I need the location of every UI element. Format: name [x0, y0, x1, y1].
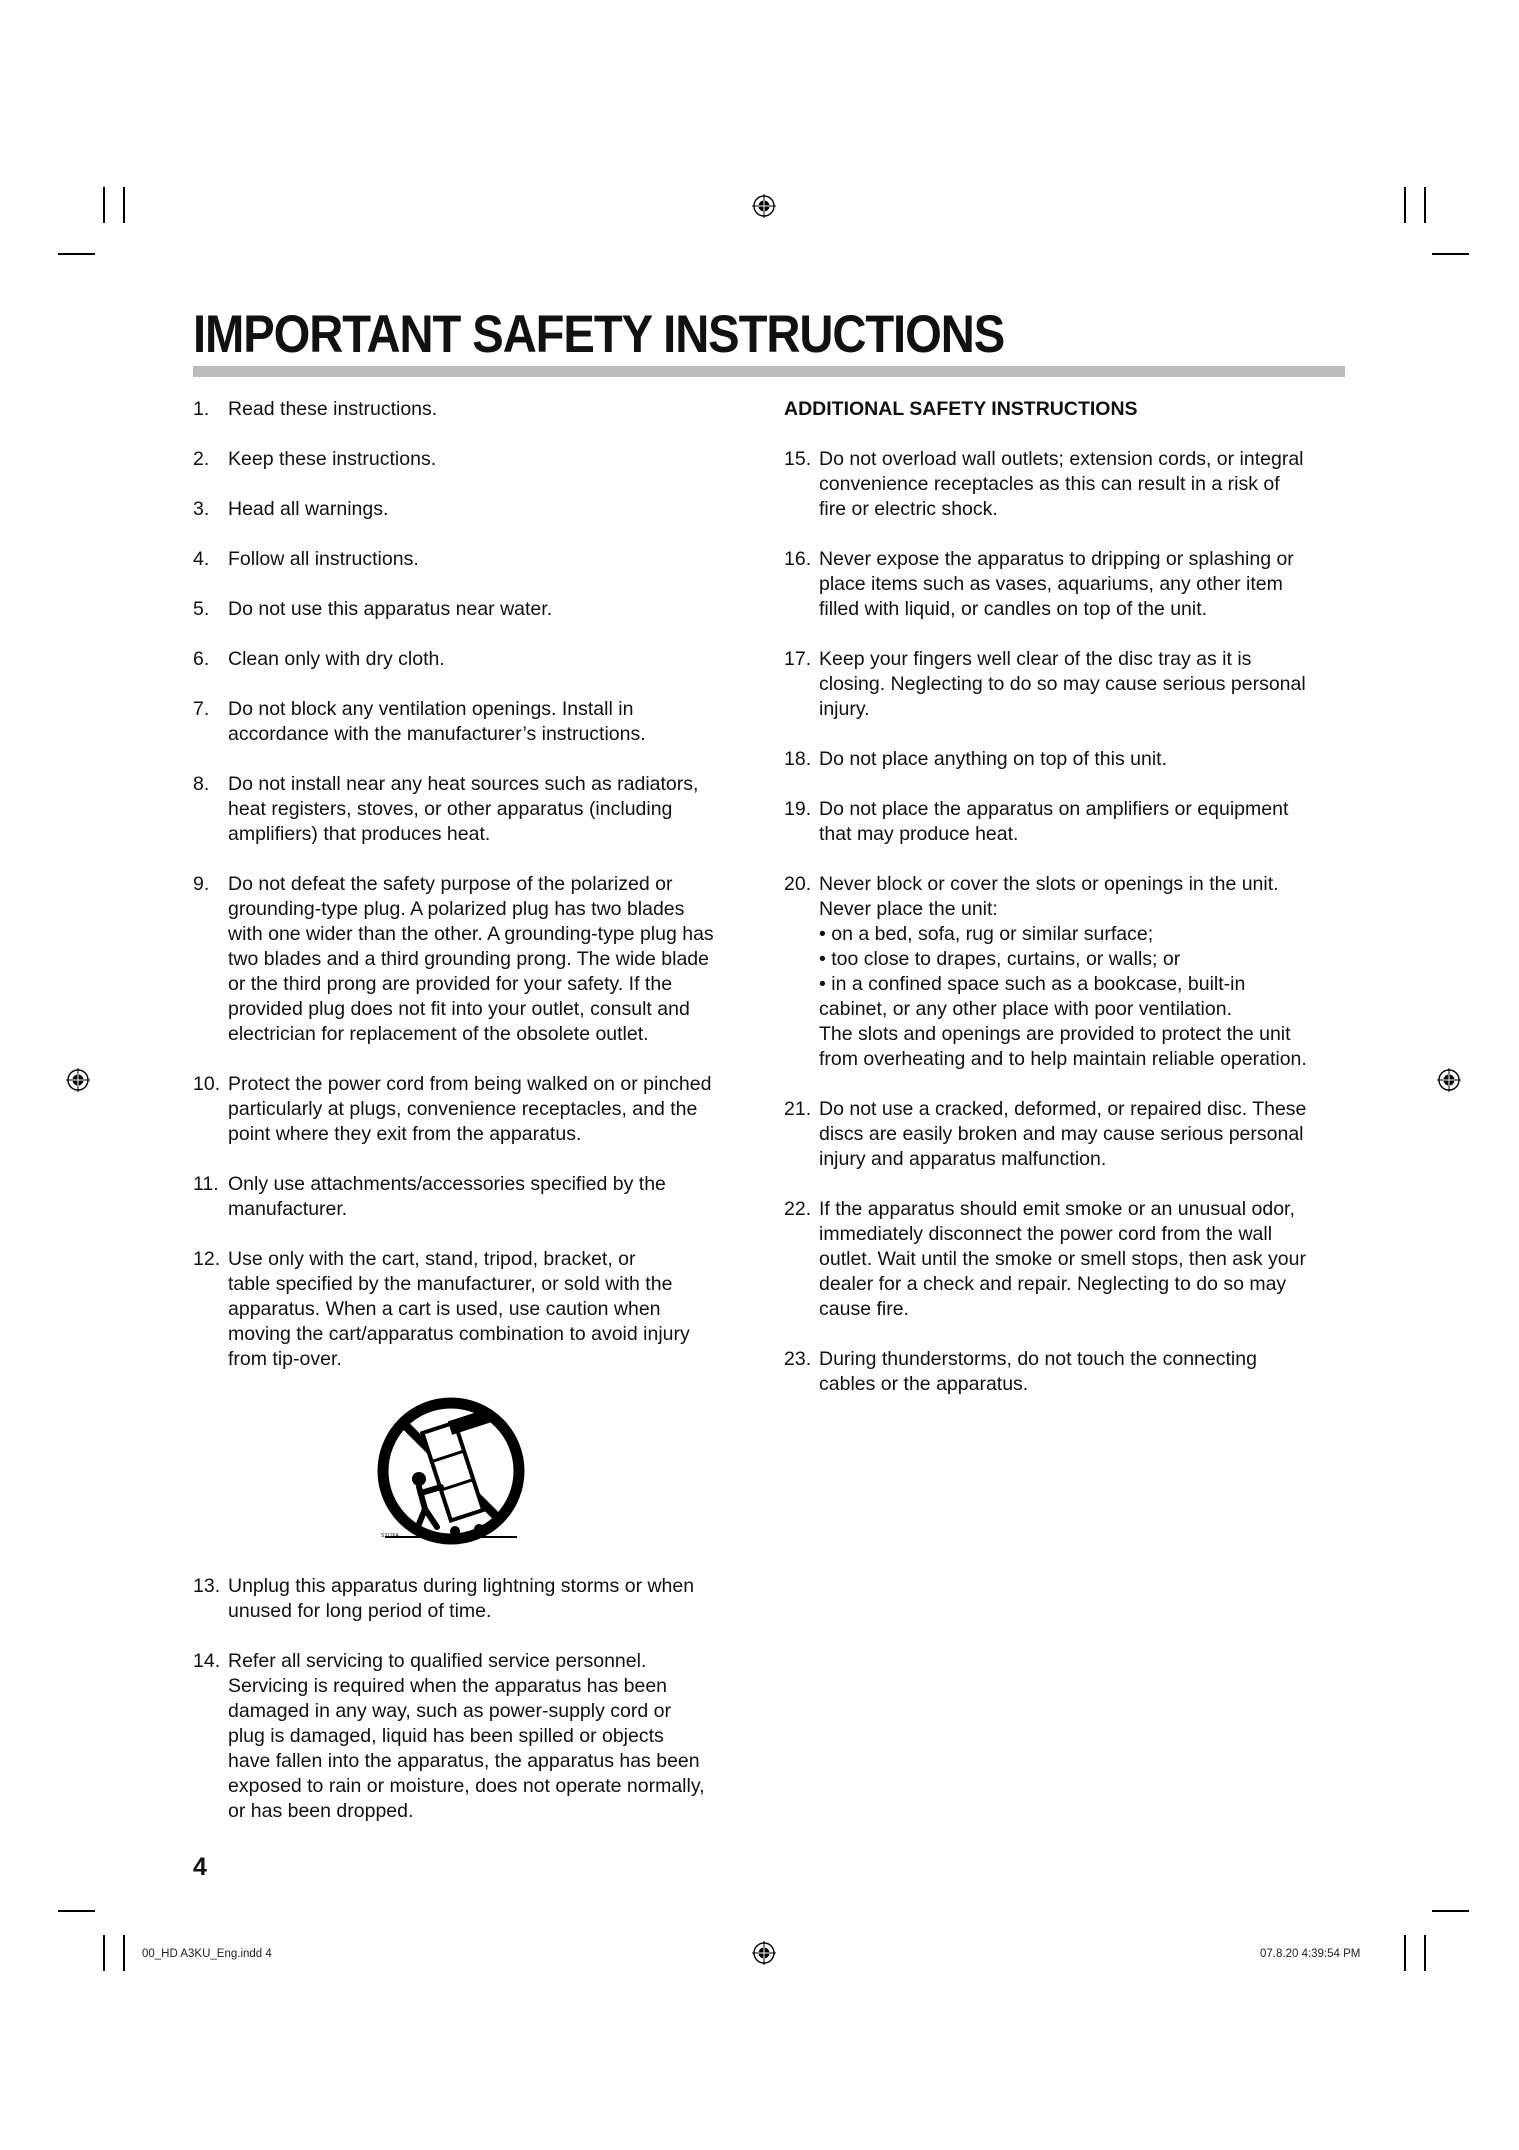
item-text: If the apparatus should emit smoke or an unusual odor, immediately disconnect the power cord from the wall outlet. Wait until the smoke or smell stops, then ask your dealer for a check and repair. Neglecting to do so may cause fire. — [819, 1198, 1306, 1320]
item-text: During thunderstorms, do not touch the connecting cables or the apparatus. — [819, 1348, 1257, 1395]
list-item — [784, 797, 1349, 847]
footer-timestamp: 07.8.20 4:39:54 PM — [1260, 1948, 1361, 1960]
item-number: 22. — [784, 1198, 812, 1220]
item-number: 16. — [784, 548, 812, 570]
item-text: Unplug this apparatus during lightning storms or when unused for long period of time. — [228, 1575, 695, 1622]
item-text: Never block or cover the slots or openings in the unit. Never place the unit: • on a bed, sofa, rug or similar surface; • too close to drapes, curtains, or walls; or • in a confined space such as a bookcase, built-in cabinet, or any other place with poor ventilation. The slots and openings are provided to protect the unit from overheating and to help maintain reliable operation. — [819, 873, 1307, 1070]
item-text: Read these instructions. — [228, 398, 438, 420]
item-text: Do not install near any heat sources such as radiators, heat registers, stoves, or other apparatus (including amplifiers) that produces heat. — [228, 773, 699, 845]
list-item — [193, 772, 763, 847]
item-text: Keep these instructions. — [228, 448, 437, 470]
figure-caption: S3126A — [381, 1533, 399, 1539]
item-text: Keep your fingers well clear of the disc tray as it is closing. Neglecting to do so may cause serious personal injury. — [819, 648, 1306, 720]
item-text: Never expose the apparatus to dripping or splashing or place items such as vases, aquariums, any other item filled with liquid, or candles on top of the unit. — [819, 548, 1294, 620]
item-number: 2. — [193, 448, 210, 470]
item-number: 21. — [784, 1098, 812, 1120]
list-item — [193, 647, 763, 672]
item-text: Do not place anything on top of this unit. — [819, 748, 1167, 770]
list-item — [193, 872, 763, 1047]
list-item — [784, 447, 1349, 522]
item-number: 23. — [784, 1348, 812, 1370]
item-number: 9. — [193, 873, 210, 895]
item-number: 17. — [784, 648, 812, 670]
registration-mark-icon — [752, 194, 776, 218]
item-number: 8. — [193, 773, 210, 795]
crop-mark-bottom-right-h — [1432, 1910, 1469, 1912]
item-number: 15. — [784, 448, 812, 470]
item-text: Do not block any ventilation openings. Install in accordance with the manufacturer’s instructions. — [228, 698, 646, 745]
item-text: Do not defeat the safety purpose of the polarized or grounding-type plug. A polarized plug has two blades with one wider than the other. A grounding-type plug has two blades and a third grounding prong. The wide blade or the third prong are provided for your safety. If the provided plug does not fit into your outlet, consult and electrician for replacement of the obsolete outlet. — [228, 873, 714, 1045]
crop-mark-top-right-h — [1432, 253, 1469, 255]
list-item — [193, 397, 763, 422]
page-title: IMPORTANT SAFETY INSTRUCTIONS — [193, 305, 1005, 364]
list-item — [784, 1197, 1349, 1322]
item-number: 3. — [193, 498, 210, 520]
footer-file-name: 00_HD A3KU_Eng.indd 4 — [142, 1948, 272, 1960]
crop-mark-top-left-v2 — [123, 187, 125, 223]
item-text: Do not use a cracked, deformed, or repaired disc. These discs are easily broken and may cause serious personal injury and apparatus malfunction. — [819, 1098, 1307, 1170]
item-number: 12. — [193, 1248, 221, 1270]
list-item — [784, 747, 1349, 772]
crop-mark-top-right-v1 — [1404, 187, 1406, 223]
item-number: 4. — [193, 548, 210, 570]
safety-list-left-column — [193, 397, 763, 1824]
item-text: Do not use this apparatus near water. — [228, 598, 553, 620]
crop-mark-bottom-left-v2 — [123, 1935, 125, 1971]
item-text: Refer all servicing to qualified service personnel. Servicing is required when the apparatus has been damaged in any way, such as power-supply cord or plug is damaged, liquid has been spilled or objects have fallen into the apparatus, the apparatus has been exposed to rain or moisture, does not operate normally, or has been dropped. — [228, 1650, 705, 1822]
item-text: Do not place the apparatus on amplifiers or equipment that may produce heat. — [819, 798, 1289, 845]
list-item — [193, 1574, 763, 1624]
crop-mark-bottom-left-v1 — [103, 1935, 105, 1971]
crop-mark-bottom-right-v1 — [1404, 1935, 1406, 1971]
item-text: Clean only with dry cloth. — [228, 648, 445, 670]
item-text: Follow all instructions. — [228, 548, 419, 570]
item-number: 20. — [784, 873, 812, 895]
list-item — [193, 1247, 763, 1372]
registration-mark-icon — [752, 1941, 776, 1965]
item-text: Head all warnings. — [228, 498, 389, 520]
list-item — [193, 497, 763, 522]
item-number: 11. — [193, 1173, 219, 1195]
item-number: 10. — [193, 1073, 221, 1095]
item-number: 1. — [193, 398, 210, 420]
list-item — [784, 647, 1349, 722]
list-item — [193, 1649, 763, 1824]
additional-safety-heading: ADDITIONAL SAFETY INSTRUCTIONS — [784, 398, 1138, 420]
item-text: Protect the power cord from being walked on or pinched particularly at plugs, convenience receptacles, and the point where they exit from the apparatus. — [228, 1073, 712, 1145]
item-number: 14. — [193, 1650, 221, 1672]
item-number: 13. — [193, 1575, 221, 1597]
crop-mark-top-left-v1 — [103, 187, 105, 223]
list-item — [193, 547, 763, 572]
list-item — [193, 597, 763, 622]
safety-list-right-column — [784, 397, 1349, 1397]
cart-tip-over-warning-icon — [375, 1395, 527, 1547]
item-text: Use only with the cart, stand, tripod, bracket, or table specified by the manufacturer, or sold with the apparatus. When a cart is used, use caution when moving the cart/apparatus combination to avoid injury from tip-over. — [228, 1248, 690, 1370]
registration-mark-icon — [66, 1068, 90, 1092]
crop-mark-bottom-left-h — [58, 1910, 95, 1912]
list-item — [193, 447, 763, 472]
crop-mark-top-right-v2 — [1424, 187, 1426, 223]
list-item — [784, 547, 1349, 622]
item-number: 7. — [193, 698, 210, 720]
list-item — [784, 872, 1349, 1072]
crop-mark-bottom-right-v2 — [1424, 1935, 1426, 1971]
page-number: 4 — [193, 1853, 207, 1881]
list-item — [784, 1347, 1349, 1397]
item-number: 18. — [784, 748, 812, 770]
item-number: 6. — [193, 648, 210, 670]
item-number: 5. — [193, 598, 210, 620]
list-item — [193, 697, 763, 747]
crop-mark-top-left-h — [58, 253, 95, 255]
item-number: 19. — [784, 798, 812, 820]
registration-mark-icon — [1437, 1068, 1461, 1092]
item-text: Do not overload wall outlets; extension cords, or integral convenience receptacles as this can result in a risk of fire or electric shock. — [819, 448, 1304, 520]
list-item — [784, 1097, 1349, 1172]
title-underline-bar — [193, 366, 1345, 377]
list-item — [193, 1072, 763, 1147]
list-item — [193, 1172, 763, 1222]
item-text: Only use attachments/accessories specified by the manufacturer. — [228, 1173, 666, 1220]
